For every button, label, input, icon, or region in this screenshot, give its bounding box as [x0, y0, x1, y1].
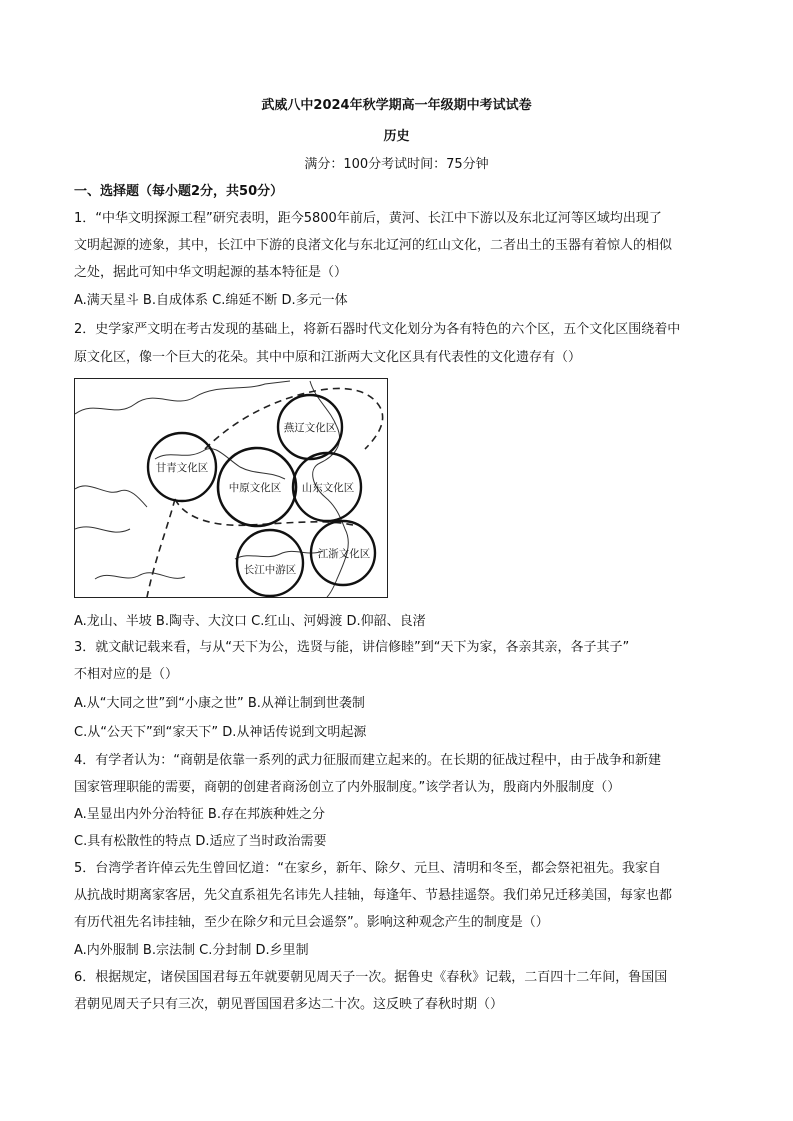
- question-line: 国家管理职能的需要，商朝的创建者商汤创立了内外服制度。”该学者认为，殷商内外服制度（）: [74, 780, 621, 795]
- question-options: A.内外服制 B.宗法制 C.分封制 D.乡里制: [74, 943, 309, 958]
- map-label: 燕辽文化区: [283, 422, 337, 434]
- map-label: 长江中游区: [243, 564, 297, 576]
- question-options: A.满天星斗 B.自成体系 C.绵延不断 D.多元一体: [74, 293, 348, 308]
- question-options: C.具有松散性的特点 D.适应了当时政治需要: [74, 834, 327, 849]
- question-line: 1．“中华文明探源工程”研究表明，距今5800年前后，黄河、长江中下游以及东北辽河等区域均出现了: [74, 211, 662, 226]
- section-heading: 一、选择题（每小题2分，共50分）: [74, 184, 284, 199]
- map-svg: [75, 379, 387, 597]
- question-line: 6．根据规定，诸侯国国君每五年就要朝见周天子一次。据鲁史《春秋》记载，二百四十二年间，鲁国国: [74, 970, 668, 985]
- exam-info: 满分：100分考试时间：75分钟: [304, 157, 489, 172]
- question-line: 有历代祖先名讳挂轴，至少在除夕和元旦会遥祭”。影响这种观念产生的制度是（）: [74, 915, 549, 930]
- map-label: 山东文化区: [301, 482, 355, 494]
- culture-region-map: [74, 378, 388, 598]
- question-line: 君朝见周天子只有三次，朝见晋国国君多达二十次。这反映了春秋时期（）: [74, 997, 504, 1012]
- question-line: 之处，据此可知中华文明起源的基本特征是（）: [74, 265, 348, 280]
- map-label: 江浙文化区: [317, 548, 371, 560]
- map-label: 中原文化区: [228, 482, 282, 494]
- question-options: A.呈显出内外分治特征 B.存在邦族种姓之分: [74, 807, 325, 822]
- exam-title: 武威八中2024年秋学期高一年级期中考试试卷: [261, 98, 532, 113]
- question-line: 文明起源的迹象，其中，长江中下游的良渚文化与东北辽河的红山文化，二者出土的玉器有着惊人的相似: [74, 238, 673, 253]
- map-label: 甘青文化区: [155, 462, 209, 474]
- question-options: A.从“大同之世”到“小康之世” B.从禅让制到世袭制: [74, 696, 365, 711]
- region-changjiang: [237, 530, 303, 596]
- question-line: 不相对应的是（）: [74, 667, 179, 682]
- question-line: 从抗战时期离家客居，先父直系祖先名讳先人挂轴，每逢年、节悬挂遥祭。我们弟兄迁移美国，每家也都: [74, 888, 673, 903]
- question-line: 5．台湾学者许倬云先生曾回忆道：“在家乡，新年、除夕、元旦、清明和冬至，都会祭祀祖先。我家自: [74, 861, 662, 876]
- question-options: C.从“公天下”到“家天下” D.从神话传说到文明起源: [74, 725, 367, 740]
- question-line: 原文化区，像一个巨大的花朵。其中中原和江浙两大文化区具有代表性的文化遗存有（）: [74, 350, 582, 365]
- question-line: 4．有学者认为：“商朝是依靠一系列的武力征服而建立起来的。在长期的征战过程中，由于战争和新建: [74, 753, 662, 768]
- question-line: 3．就文献记载来看，与从“天下为公，选贤与能，讲信修睦”到“天下为家，各亲其亲，各子其子”: [74, 640, 630, 655]
- subject-title: 历史: [383, 129, 410, 144]
- question-options: A.龙山、半坡 B.陶寺、大汶口 C.红山、河姆渡 D.仰韶、良渚: [74, 614, 426, 629]
- question-line: 2．史学家严文明在考古发现的基础上，将新石器时代文化划分为各有特色的六个区，五个文化区围绕着中: [74, 322, 681, 337]
